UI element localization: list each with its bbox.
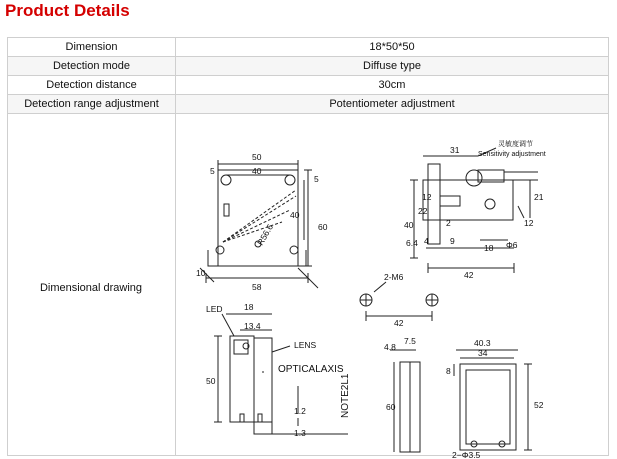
dim-label: 6.4 (406, 238, 418, 248)
dimensional-drawing (178, 118, 598, 458)
dim-label: NOTE2L1 (340, 373, 351, 418)
dim-label: 12 (422, 192, 432, 202)
dim-label: 50 (252, 152, 262, 162)
dim-label: R56.6 (255, 222, 276, 247)
dim-label: 22 (418, 206, 428, 216)
dim-label: 灵敏度调节 (498, 141, 533, 148)
dim-label: OPTICALAXIS (278, 364, 344, 375)
table-row (8, 38, 609, 57)
dim-label: 21 (534, 192, 544, 202)
table-row (8, 95, 609, 114)
row-value: Diffuse type (176, 57, 609, 76)
row-value: 30cm (176, 76, 609, 95)
row-label: Detection distance (8, 76, 176, 95)
dim-label: 7.5 (404, 336, 416, 346)
row-label: Detection mode (8, 57, 176, 76)
dim-label: 4 (424, 236, 429, 246)
dim-label: 18 (484, 243, 494, 253)
dim-label: 9 (450, 236, 455, 246)
dim-label: 40 (290, 210, 300, 220)
mount-holes (360, 282, 438, 321)
dim-label: 5 (210, 166, 215, 176)
page-title: Product Details (5, 1, 130, 20)
table-row (8, 76, 609, 95)
dim-label: 58 (252, 282, 262, 292)
dim-label: 34 (478, 348, 488, 358)
dim-label: 50 (206, 376, 216, 386)
bracket-view (390, 350, 532, 452)
dim-label: 12 (524, 218, 534, 228)
dim-label: 5 (314, 174, 319, 184)
dim-label: 18 (244, 302, 254, 312)
dim-label: 4.8 (384, 342, 396, 352)
dim-label: 60 (318, 222, 328, 232)
dim-label: 13.4 (244, 321, 261, 331)
dim-label: LED (206, 304, 223, 314)
dim-label: 52 (534, 400, 544, 410)
dim-label: Sensitivity adjustment (478, 151, 546, 158)
dim-label: 2 (446, 218, 451, 228)
dim-label: 42 (394, 318, 404, 328)
dim-label: 40 (404, 220, 414, 230)
side-view (410, 148, 538, 273)
dim-label: 1.3 (294, 428, 306, 438)
row-value: 18*50*50 (176, 38, 609, 57)
dim-label: 2-M6 (384, 272, 404, 282)
row-label: Detection range adjustment (8, 95, 176, 114)
front-view (200, 160, 318, 288)
dim-label: 40 (252, 166, 262, 176)
dim-label: 1.2 (294, 406, 306, 416)
dim-label: 10 (196, 268, 206, 278)
drawing-label: Dimensional drawing (39, 282, 143, 294)
row-label: Dimension (8, 38, 176, 57)
dim-label: 2−Φ3.5 (452, 450, 481, 458)
dim-label: 42 (464, 270, 474, 280)
table-row (8, 57, 609, 76)
dim-label: 60 (386, 402, 396, 412)
row-value: Potentiometer adjustment (176, 95, 609, 114)
dim-label: LENS (294, 340, 317, 350)
dim-label: 8 (446, 366, 451, 376)
dim-label: Φ6 (506, 240, 518, 250)
dim-label: 31 (450, 145, 460, 155)
dim-label: 40.3 (474, 338, 491, 348)
